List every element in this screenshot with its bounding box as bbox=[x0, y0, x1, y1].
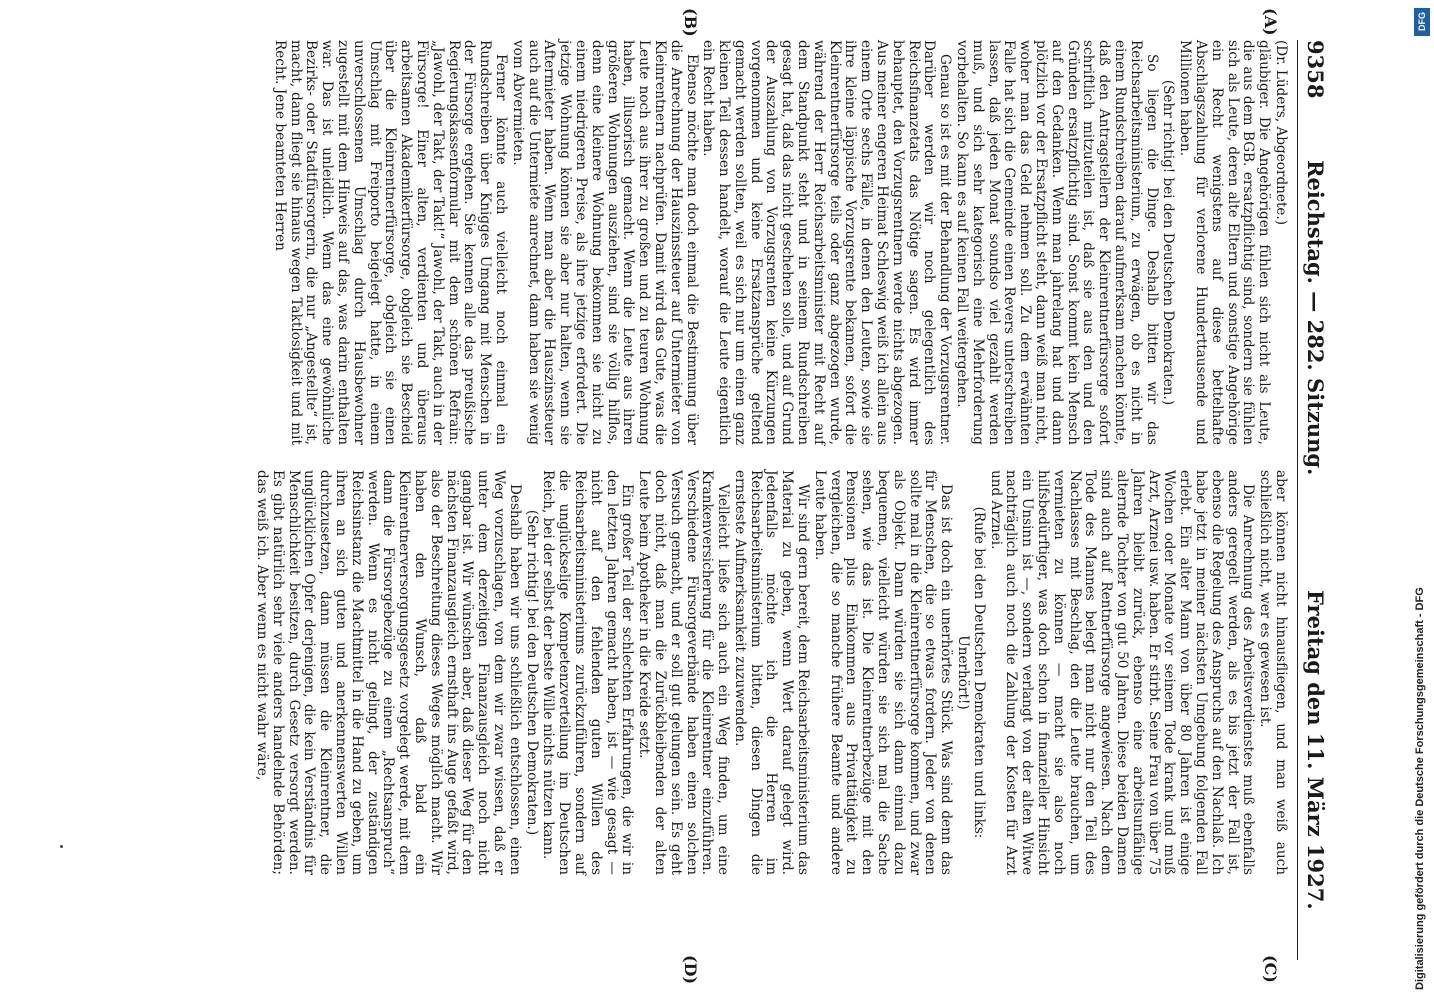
paragraph: Genau so ist es mit der Behandlung der Vorzugsrentner. Darüber werden wir noch gelegentlich des Reichsfinanzetats das Nötige sagen. Es wird immer behauptet, den Vorzugsrentnern werde nichts abgezogen. Aus meiner engeren Heimat Schleswig weiß ich allein aus einem Orte sechs Fälle, in denen den Leuten, sowie sie ihre kleine läppische Vorzugsrente bekamen, sofort die Kleinrentnerfürsorge teils oder ganz abgezogen wurde, während der Herr Reichsarbeitsminister mit Recht auf dem Standpunkt steht und in seinem Rundschreiben gesagt hat, daß das nicht geschehen solle, und auf Grund der Auszahlung von Vorzugsrenten keine Kürzungen vorgenommen und keine Ersatzansprüche geltend gemacht werden sollten, weil es sich nur um einen ganz kleinen Teil dessen handelt, worauf die Leute eigentlich ein Recht haben. bbox=[700, 40, 954, 445]
paragraph: Die Anrechnung des Arbeitsverdienstes muß ebenfalls anders geregelt werden, als es bis jetzt der Fall ist, ebenso die Regelung des Anspruchs auf den Nachlaß. Ich habe jetzt in meiner nächsten Umgebung folgenden Fall erlebt. Ein alter Mann von über 80 Jahren ist einige Wochen oder Monate vor seinem Tode krank und muß Arzt, Arznei usw. haben. Er stirbt. Seine Frau von über 75 Jahren bleibt zurück, ebenso eine arbeitsunfähige alternde Tochter von gut 50 Jahren. Diese beiden Damen sind auch auf Rentnerfürsorge angewiesen. Nach dem Tode des Mannes belegt man nicht nur den Teil des Nachlasses mit Beschlag, den die Leute brauchen, um vermieten zu können — macht sie also noch hilfsbedürftiger, was doch schon in finanzieller Hinsicht ein Unsinn ist —, sondern verlangt von der alten Witwe nachträglich auch noch die Zahlung der Kosten für Arzt und Arznei. bbox=[987, 470, 1257, 875]
digitization-credit bbox=[1414, 10, 1428, 990]
credit-text: Digitalisierung gefördert durch die Deutsche Forschungsgemeinschaft - DFG bbox=[1414, 587, 1426, 990]
interjection: (Sehr richtig! bei den Deutschen Demokraten.) bbox=[523, 509, 540, 836]
interjection: (Sehr richtig! bei den Deutschen Demokraten.) bbox=[1160, 79, 1177, 406]
marker-a: (A) bbox=[1261, 8, 1280, 36]
paragraph: aber können nicht hinausfliegen, und man weiß auch schließlich nicht, wer es gewesen ist. bbox=[1257, 470, 1289, 875]
paragraph: Das ist doch ein unerhörtes Stück. Was sind denn das für Menschen, die so etwas fordern. Jeder von denen sollte mal in die Kleinrentnerfürsorge kommen, und zwar als Objekt. Dann würden sie sich dann einmal dazu bequemen, vielleicht würden sie sich mal die Sache sehen, wie das ist. Die Kleinrentnerbezüge mit den Pensionen plus Einkommen aus Privattätigkeit zu vergleichen, die so manche frühere Beamte und andere Leute haben. bbox=[811, 470, 955, 875]
column-right bbox=[252, 470, 1288, 875]
dfg-logo: DFG bbox=[1414, 8, 1430, 36]
column-left bbox=[270, 40, 1288, 445]
header-left-title: Reichstag. — 282. Sitzung. bbox=[1303, 160, 1328, 476]
paragraph: So liegen die Dinge. Deshalb bitten wir das Reichsarbeitsministerium, zu erwägen, ob es nicht in einem Rundschreiben darauf aufmerksam machen könnte, daß den Antragstellern der Kleinrentnerfürsorge sofort schriftlich mitzuteilen ist, daß sie aus den und den Gründen ersatzpflichtig sind. Sonst kommt kein Mensch auf den Gedanken. Wenn man jahrelang hat und dann plötzlich vor der Ersatzpflicht steht, dann weiß man nicht, woher man das Geld nehmen soll. Zu dem erwähnten Falle hat sich die Gemeinde einen Revers unterschreiben lassen, daß jeden Monat soundso viel gezahlt werden muß, und sich sehr kategorisch eine Mehrforderung vorbehalten. So kann es auf keinen Fall weitergehen. bbox=[954, 40, 1160, 445]
paragraph: Deshalb haben wir uns schließlich entschlossen, einen Weg vorzuschlagen, von dem wir zwar wissen, daß er unter dem derzeitigen Finanzausgleich noch nicht gangbar ist. Wir wünschen aber, daß dieser Weg für den nächsten Finanzausgleich ernsthaft ins Auge gefaßt wird, also der Beschreitung dieses Weges möglich macht. Wir haben den Wunsch, daß bald ein Kleinrentnerversorgungsgesetz vorgelegt werde, mit dem dann die Fürsorgebezüge zu einem „Rechtsanspruch“ werden. Wenn es nicht gelingt, der zuständigen Reichsinstanz die Machtmittel in die Hand zu geben, um ihren an sich guten und anerkennenswerten Willen durchzusetzen, dann müssen die Kleinrentner, die unglücklichen Opfer derjenigen, die kein Verständnis für Menschlichkeit besitzen, durch Gesetz versorgt werden. Es gibt natürlich sehr viele anders handelnde Behörden; das weiß ich. Aber wenn es nicht wahr wäre, bbox=[254, 470, 523, 875]
paragraph: gläubiger. Die Angehörigen fühlen sich nicht als Leute, die aus dem BGB. ersatzpflichtig sind, sondern sie fühlen sich als Leute, deren alte Eltern und sonstige Angehörige ein Recht wenigstens auf diese bettelhafte Abschlagszahlung für verlorene Hunderttausende und Millionen haben. bbox=[1177, 40, 1273, 445]
paragraph: Ferner könnte auch vielleicht noch einmal ein Rundschreiben über Knigges Umgang mit Menschen in der Fürsorge ergehen. Sie kennen alle das preußische Regierungskassenformular mit dem schönen Refrain: „Jawohl, der Takt, der Takt!“ Jawohl, der Takt, auch in der Fürsorge! Einer alten, verdienten und überaus arbeitsamen Akademikerfürsorge, obgleich sie Bescheid über die Kleinrentnerfürsorge, obgleich sie einen Umschlag mit Freiporto beigelegt hatte, in einem unverschlossenen Umschlag durch Hausbewohner zugestellt mit dem Hinweis auf das, was darin enthalten war. Das ist unleidlich. Wenn das eine gewöhnliche Bezirks- oder Stadtfürsorgerin, die nur „Angestellte“ ist, macht, dann fliegt sie hinaus wegen Taktlosigkeit und mit Recht. Jene beamteten Herren bbox=[271, 40, 509, 445]
speaker-line: (Dr. Lüders, Abgeordnete.) bbox=[1273, 40, 1289, 226]
marker-d: (D) bbox=[681, 955, 700, 985]
running-header bbox=[1297, 40, 1328, 960]
paragraph: Vielleicht ließe sich auch ein Weg finden, um eine Krankenversicherung für die Kleinrentner einzuführen. Verschiedene Fürsorgeverbände haben einen solchen Versuch gemacht, und er soll gut gelungen sein. Es geht doch nicht, daß man die Zurückbleibenden der alten Leute beim Apotheker in die Kreide setzt. bbox=[636, 470, 732, 875]
marker-b: (B) bbox=[681, 8, 700, 37]
paragraph: Ebenso möchte man doch einmal die Bestimmung über die Anrechnung der Hauszinssteuer auf Untermieter von Kleinrentnern nachprüfen. Damit wird das Gute, was die Leute noch aus ihrer zu großen und zu teuren Wohnung haben, illusorisch gemacht. Wenn die Leute aus ihren größeren Wohnungen ausziehen, sind sie völlig hilflos, denn eine kleinere Wohnung bekommen sie nicht zu einem niedrigeren Preise, als ihre jetzige erfordert. Die jetzige Wohnung können sie aber nur halten, wenn sie Aftermieter haben. Wenn man aber die Hauszinssteuer auch auf die Untermiete anrechnet, dann haben sie wenig vom Abvermieten. bbox=[509, 40, 700, 445]
marker-c: (C) bbox=[1261, 955, 1280, 983]
interjection: (Rufe bei den Deutschen Demokraten und links: Unerhört!) bbox=[955, 506, 987, 839]
header-right-title: Freitag den 11. März 1927. bbox=[1303, 590, 1328, 910]
page-number: 9358 bbox=[1303, 40, 1328, 99]
paragraph: Wir sind gern bereit, dem Reichsarbeitsministerium das Material zu geben, wenn Wert darauf gelegt wird. Jedenfalls möchte ich die Herren im Reichsarbeitsministerium bitten, diesen Dingen die ernsteste Aufmerksamkeit zuzuwenden. bbox=[731, 470, 812, 875]
scan-speck bbox=[60, 845, 63, 848]
paragraph: Ein großer Teil der schlechten Erfahrungen, die wir in den letzten Jahren gemacht haben, ist — wie gesagt — nicht auf den fehlenden guten Willen des Reichsarbeitsministeriums zurückzuführen, sondern auf die unglückselige Kompetenzverteilung im Deutschen Reich, bei der selbst der beste Wille nichts nützen kann. bbox=[540, 470, 636, 875]
